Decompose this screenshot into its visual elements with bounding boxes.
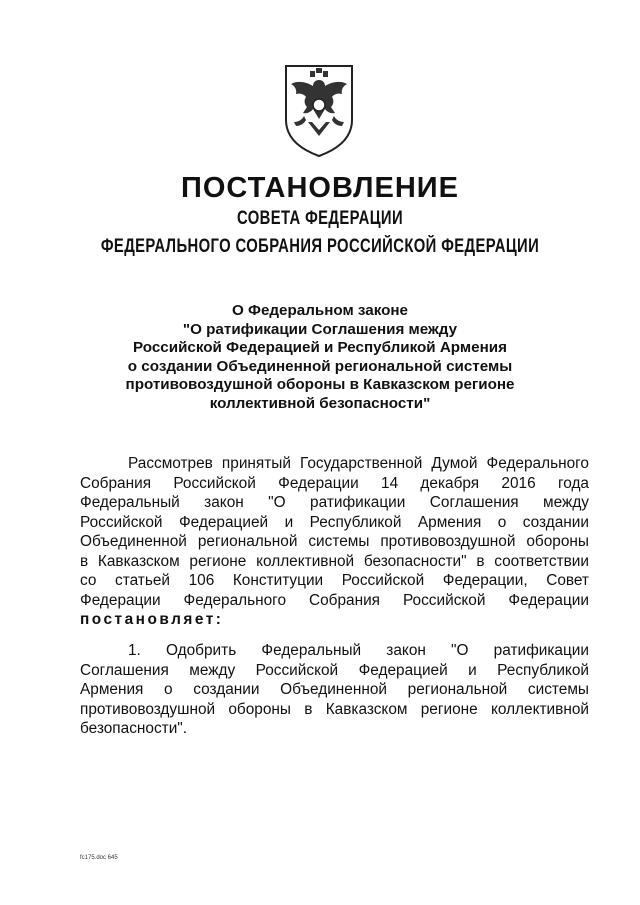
decree-word: постановляет:: [80, 611, 224, 628]
paragraph-line: Соглашения между Российской Федерацией и Республикой: [80, 661, 589, 679]
paragraph-line: Рассмотрев принятый Государственной Думой Федерального: [128, 455, 589, 472]
heading-line: противовоздушной обороны в Кавказском регионе: [125, 376, 515, 394]
paragraph-line: Армения о создании Объединенной региональной системы: [80, 681, 589, 698]
document-code: fc175.doc 645: [80, 855, 118, 861]
preamble-paragraph: [80, 454, 589, 630]
paragraph-line: Российской Федерацией и Республикой Армения о создании: [80, 513, 589, 531]
item-1-paragraph: [80, 641, 589, 739]
paragraph-line: со статьей 106 Конституции Российской Федерации, Совет: [80, 572, 589, 589]
coat-of-arms-icon: [278, 60, 360, 160]
heading-line: "О ратификации Соглашения между: [182, 320, 458, 338]
issuer-name: СОВЕТА ФЕДЕРАЦИИ: [236, 208, 404, 229]
document-title: ПОСТАНОВЛЕНИЕ: [181, 172, 459, 204]
heading-line: о создании Объединенной региональной системы: [127, 357, 513, 375]
paragraph-line: противовоздушной обороны в Кавказском регионе коллективной: [80, 700, 589, 718]
paragraph-line: 1. Одобрить Федеральный закон "О ратификации: [128, 642, 589, 659]
paragraph-line: Федерации Федерального Собрания Российской Федерации: [80, 591, 589, 609]
paragraph-line: Федеральный закон "О ратификации Соглашения между: [80, 494, 589, 511]
paragraph-line: безопасности".: [80, 720, 188, 737]
paragraph-line: Собрания Российской Федерации 14 декабря 2016 года: [80, 474, 589, 492]
law-heading: [110, 302, 530, 414]
paragraph-line: Объединенной региональной системы противовоздушной обороны: [80, 533, 589, 550]
paragraph-line: в Кавказском регионе коллективной безопасности" в соответствии: [80, 552, 589, 570]
heading-line: Российской Федерацией и Республикой Армения: [133, 339, 507, 357]
issuer-body: ФЕДЕРАЛЬНОГО СОБРАНИЯ РОССИЙСКОЙ ФЕДЕРАЦИИ: [100, 236, 540, 257]
heading-line: коллективной безопасности": [209, 394, 431, 412]
heading-line: О Федеральном законе: [231, 302, 409, 319]
